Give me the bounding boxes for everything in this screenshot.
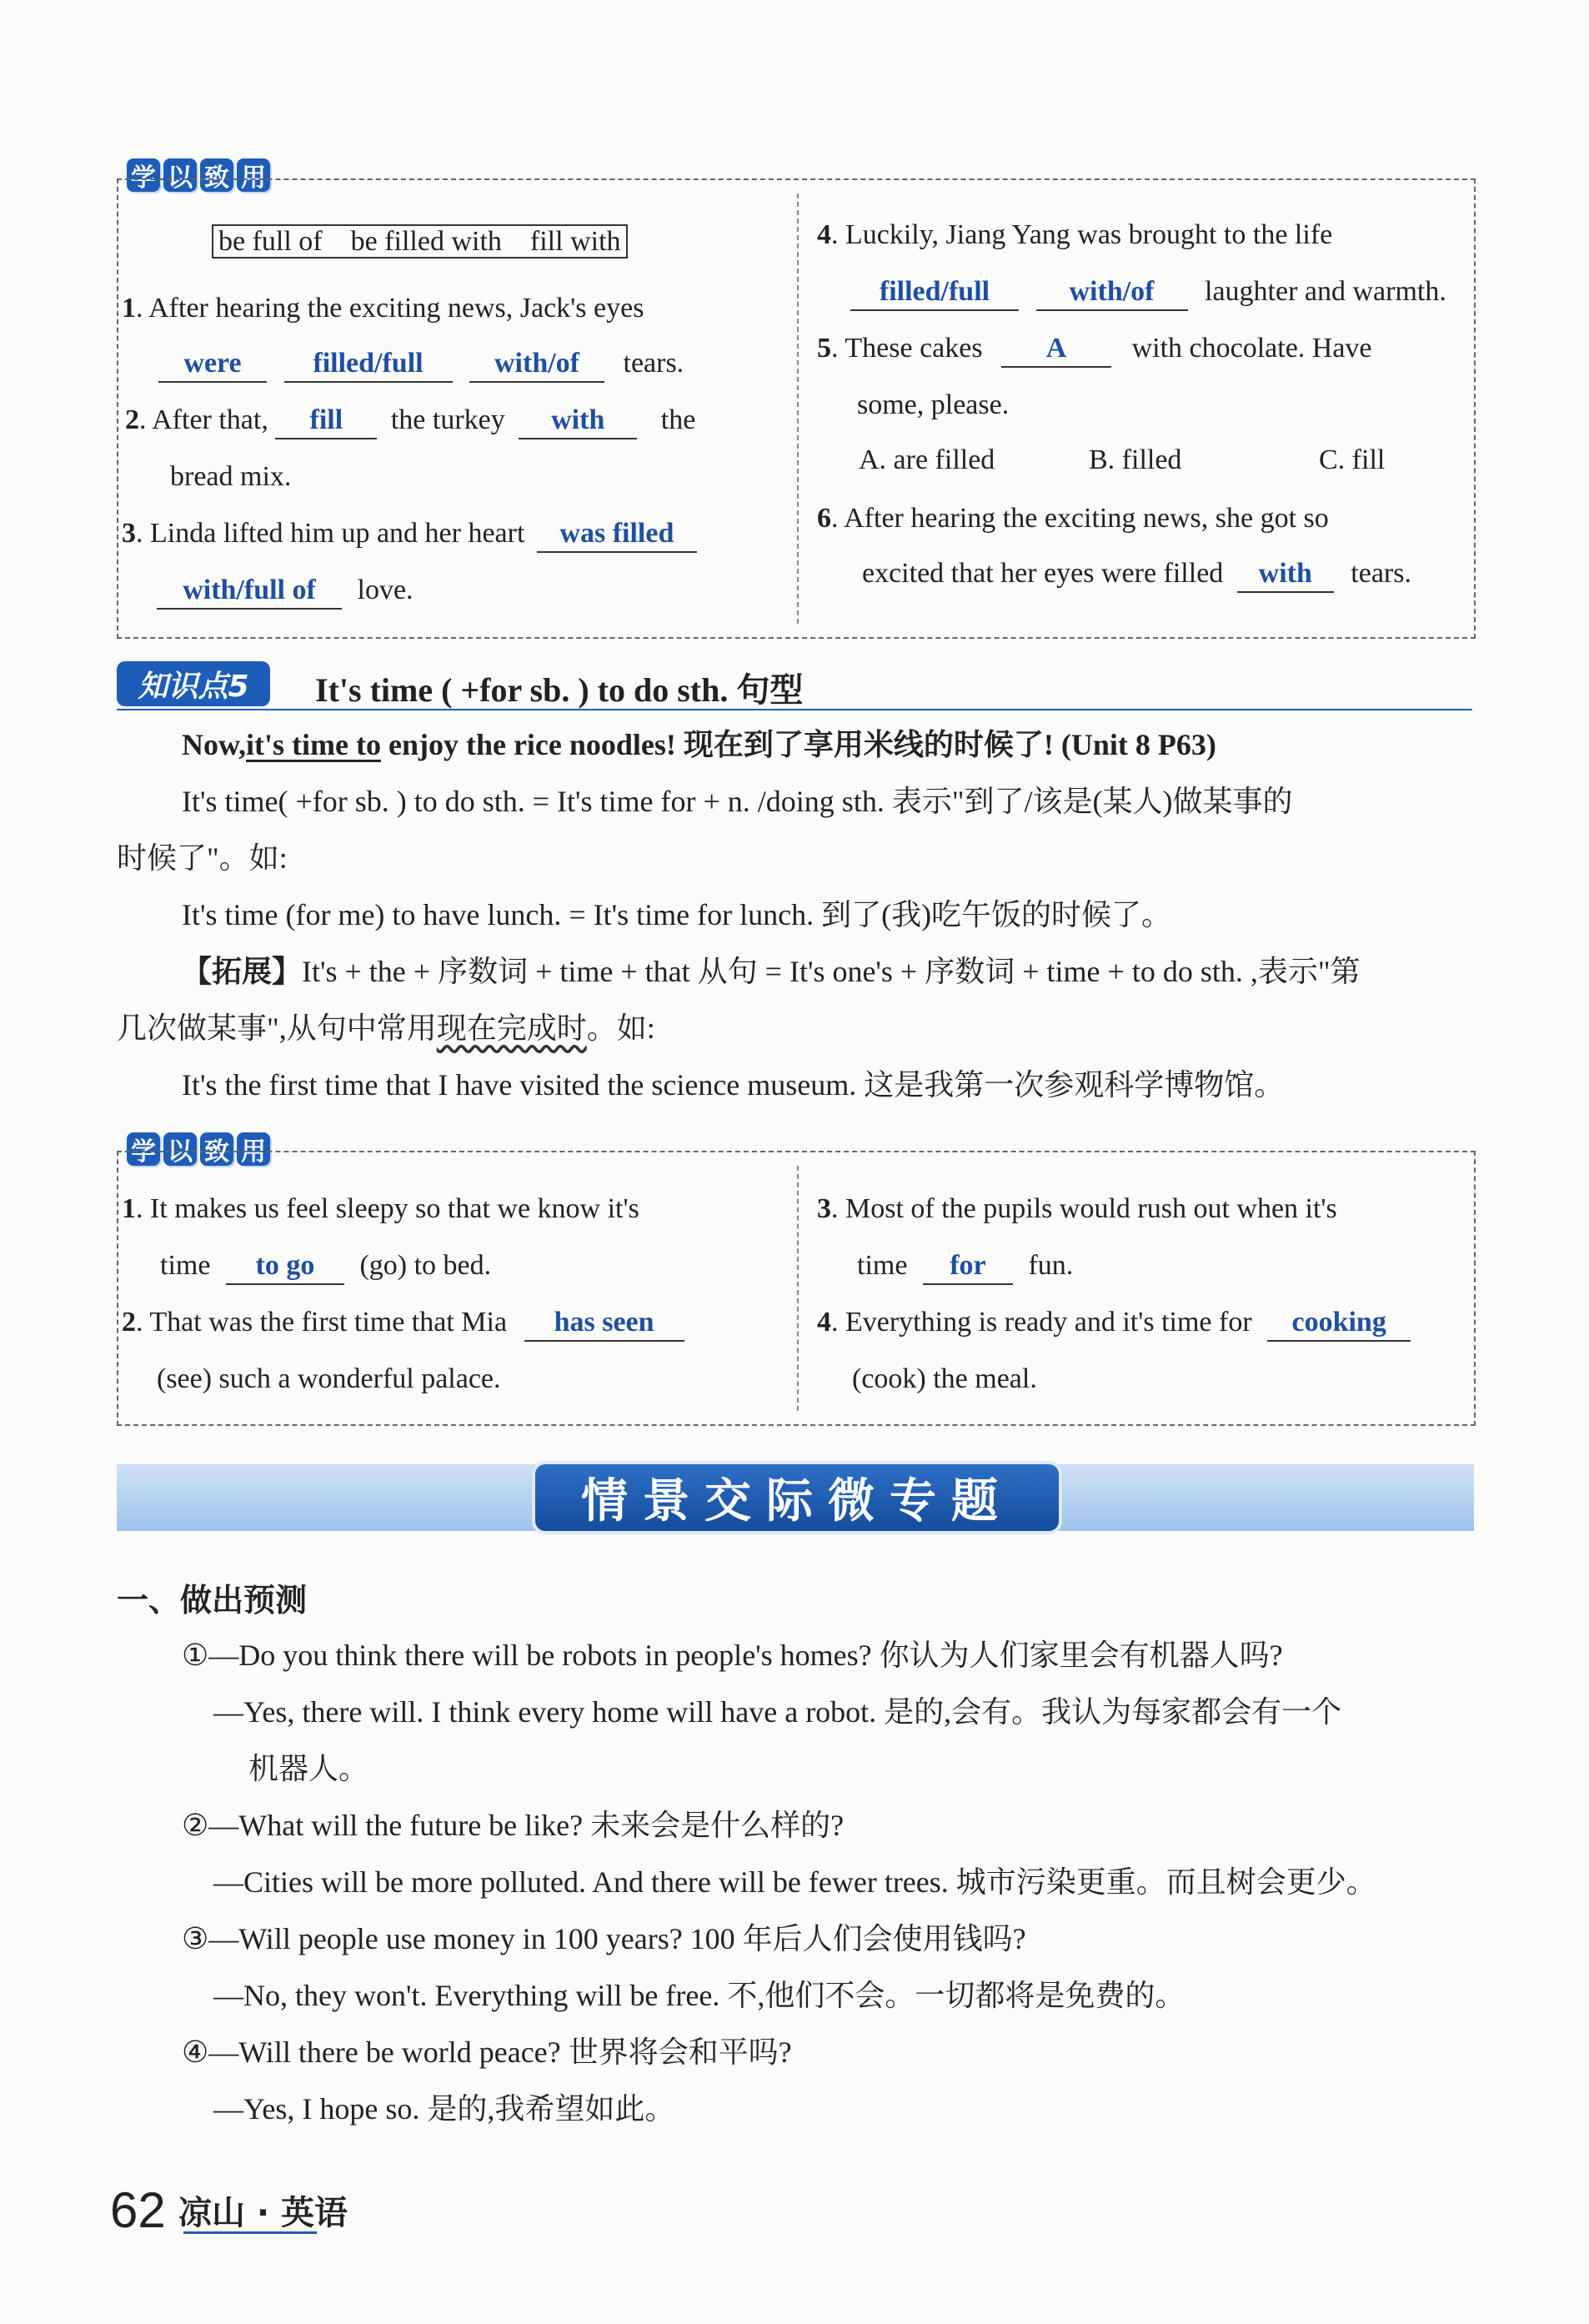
title-rule (117, 709, 1472, 710)
book-title: 凉山 · 英语 (178, 2194, 348, 2232)
p2-question-1-cont: time to go (go) to bed. (160, 1249, 491, 1285)
dialogue-line: —No, they won't. Everything will be free. 不,他们不会。一切都将是免费的。 (213, 1979, 1185, 2012)
answer-blank[interactable]: filled/full (284, 347, 453, 383)
answer-blank[interactable]: has seen (524, 1306, 684, 1342)
knowledge-point-tag: 知识点5 (117, 661, 270, 706)
question-6-cont: excited that her eyes were filled with tears. (862, 557, 1411, 593)
p2-question-3: 3. Most of the pupils would rush out when it's (817, 1193, 1337, 1224)
answer-blank[interactable]: filled/full (850, 275, 1019, 311)
tag-char: 用 (237, 158, 270, 192)
kp-line-6: It's the first time that I have visited the science museum. 这是我第一次参观科学博物馆。 (182, 1068, 1285, 1102)
question-5: 5. These cakes A with chocolate. Have (817, 332, 1372, 368)
answer-blank[interactable]: was filled (537, 517, 697, 553)
dialogue-line: 机器人。 (248, 1752, 369, 1785)
tag-char: 以 (163, 158, 197, 192)
option-c[interactable]: C. fill (1319, 444, 1386, 475)
answer-blank[interactable]: were (158, 347, 267, 383)
dialogue-line: —Yes, I hope so. 是的,我希望如此。 (213, 2092, 675, 2126)
question-2: 2. After that, fill the turkey with the (125, 404, 695, 439)
tag-char: 用 (237, 1132, 270, 1166)
question-4: 4. Luckily, Jiang Yang was brought to the life (817, 219, 1333, 250)
p2-question-4-cont: (cook) the meal. (852, 1363, 1037, 1394)
dialogue-line: ③—Will people use money in 100 years? 100 年后人们会使用钱吗? (182, 1922, 1026, 1955)
kp-line-1: It's time( +for sb. ) to do sth. = It's time for + n. /doing sth. 表示"到了/该是(某人)做某事的 (182, 785, 1293, 818)
p2-question-2-cont: (see) such a wonderful palace. (157, 1363, 501, 1394)
tag-char: 致 (200, 158, 233, 192)
tag-char: 以 (163, 1132, 197, 1166)
question-2-cont: bread mix. (170, 461, 292, 492)
answer-blank[interactable]: A (1001, 332, 1111, 368)
question-5-cont: some, please. (857, 389, 1010, 420)
answer-blank[interactable]: to go (226, 1249, 344, 1285)
answer-blank[interactable]: with/full of (157, 574, 342, 610)
knowledge-point-title: It's time ( +for sb. ) to do sth. 句型 (315, 671, 804, 709)
column-divider (797, 193, 799, 624)
option-a[interactable]: A. are filled (859, 444, 995, 475)
question-1-answers: were filled/full with/of tears. (158, 347, 684, 383)
dialogue-line: ①—Do you think there will be robots in people's homes? 你认为人们家里会有机器人吗? (182, 1639, 1283, 1672)
example-sentence: Now,it's time to enjoy the rice noodles! 现在到了享用米线的时候了! (Unit 8 P63) (182, 728, 1216, 761)
question-1: 1. After hearing the exciting news, Jack's eyes (122, 293, 644, 324)
answer-blank[interactable]: with (519, 404, 637, 439)
p2-question-4: 4. Everything is ready and it's time for cooking (817, 1306, 1411, 1342)
footer-rule (183, 2231, 317, 2234)
question-4-answers: filled/full with/of laughter and warmth. (850, 275, 1446, 311)
tag-char: 学 (127, 158, 160, 192)
word-bank: be full of be filled with fill with (212, 225, 628, 259)
dialogue-line: —Cities will be more polluted. And there will be fewer trees. 城市污染更重。而且树会更少。 (213, 1865, 1376, 1899)
option-b[interactable]: B. filled (1089, 444, 1182, 475)
question-3-cont: with/full of love. (157, 574, 414, 610)
tag-char: 学 (127, 1132, 160, 1166)
tag-char: 致 (200, 1132, 233, 1166)
column-divider (797, 1166, 799, 1411)
section-banner-title: 情景交际微专题 (535, 1464, 1059, 1531)
kp-line-3: It's time (for me) to have lunch. = It's time for lunch. 到了(我)吃午饭的时候了。 (182, 898, 1172, 931)
kp-line-5: 几次做某事",从句中常用现在完成时。如: (117, 1011, 655, 1045)
dialogue-line: ④—Will there be world peace? 世界将会和平吗? (182, 2035, 792, 2069)
question-3: 3. Linda lifted him up and her heart was filled (122, 517, 697, 553)
dialogue-line: ②—What will the future be like? 未来会是什么样的? (182, 1809, 845, 1842)
section-heading: 一、做出预测 (117, 1582, 308, 1619)
question-6: 6. After hearing the exciting news, she got so (817, 503, 1329, 534)
answer-blank[interactable]: fill (275, 404, 377, 439)
p2-question-1: 1. It makes us feel sleepy so that we know it's (122, 1193, 639, 1224)
kp-line-4: 【拓展】It's + the + 序数词 + time + that 从句 = It's one's + 序数词 + time + to do sth. ,表示"第 (182, 955, 1361, 988)
p2-question-2: 2. That was the first time that Mia has seen (122, 1306, 684, 1342)
answer-blank[interactable]: with/of (1036, 275, 1188, 311)
answer-blank[interactable]: for (923, 1249, 1013, 1285)
dialogue-line: —Yes, there will. I think every home will have a robot. 是的,会有。我认为每家都会有一个 (213, 1695, 1342, 1729)
answer-blank[interactable]: with (1237, 557, 1334, 593)
kp-line-2: 时候了"。如: (117, 841, 288, 875)
p2-question-3-cont: time for fun. (857, 1249, 1073, 1285)
page-number: 62 (110, 2182, 166, 2238)
answer-blank[interactable]: with/of (469, 347, 604, 383)
answer-blank[interactable]: cooking (1267, 1306, 1411, 1342)
